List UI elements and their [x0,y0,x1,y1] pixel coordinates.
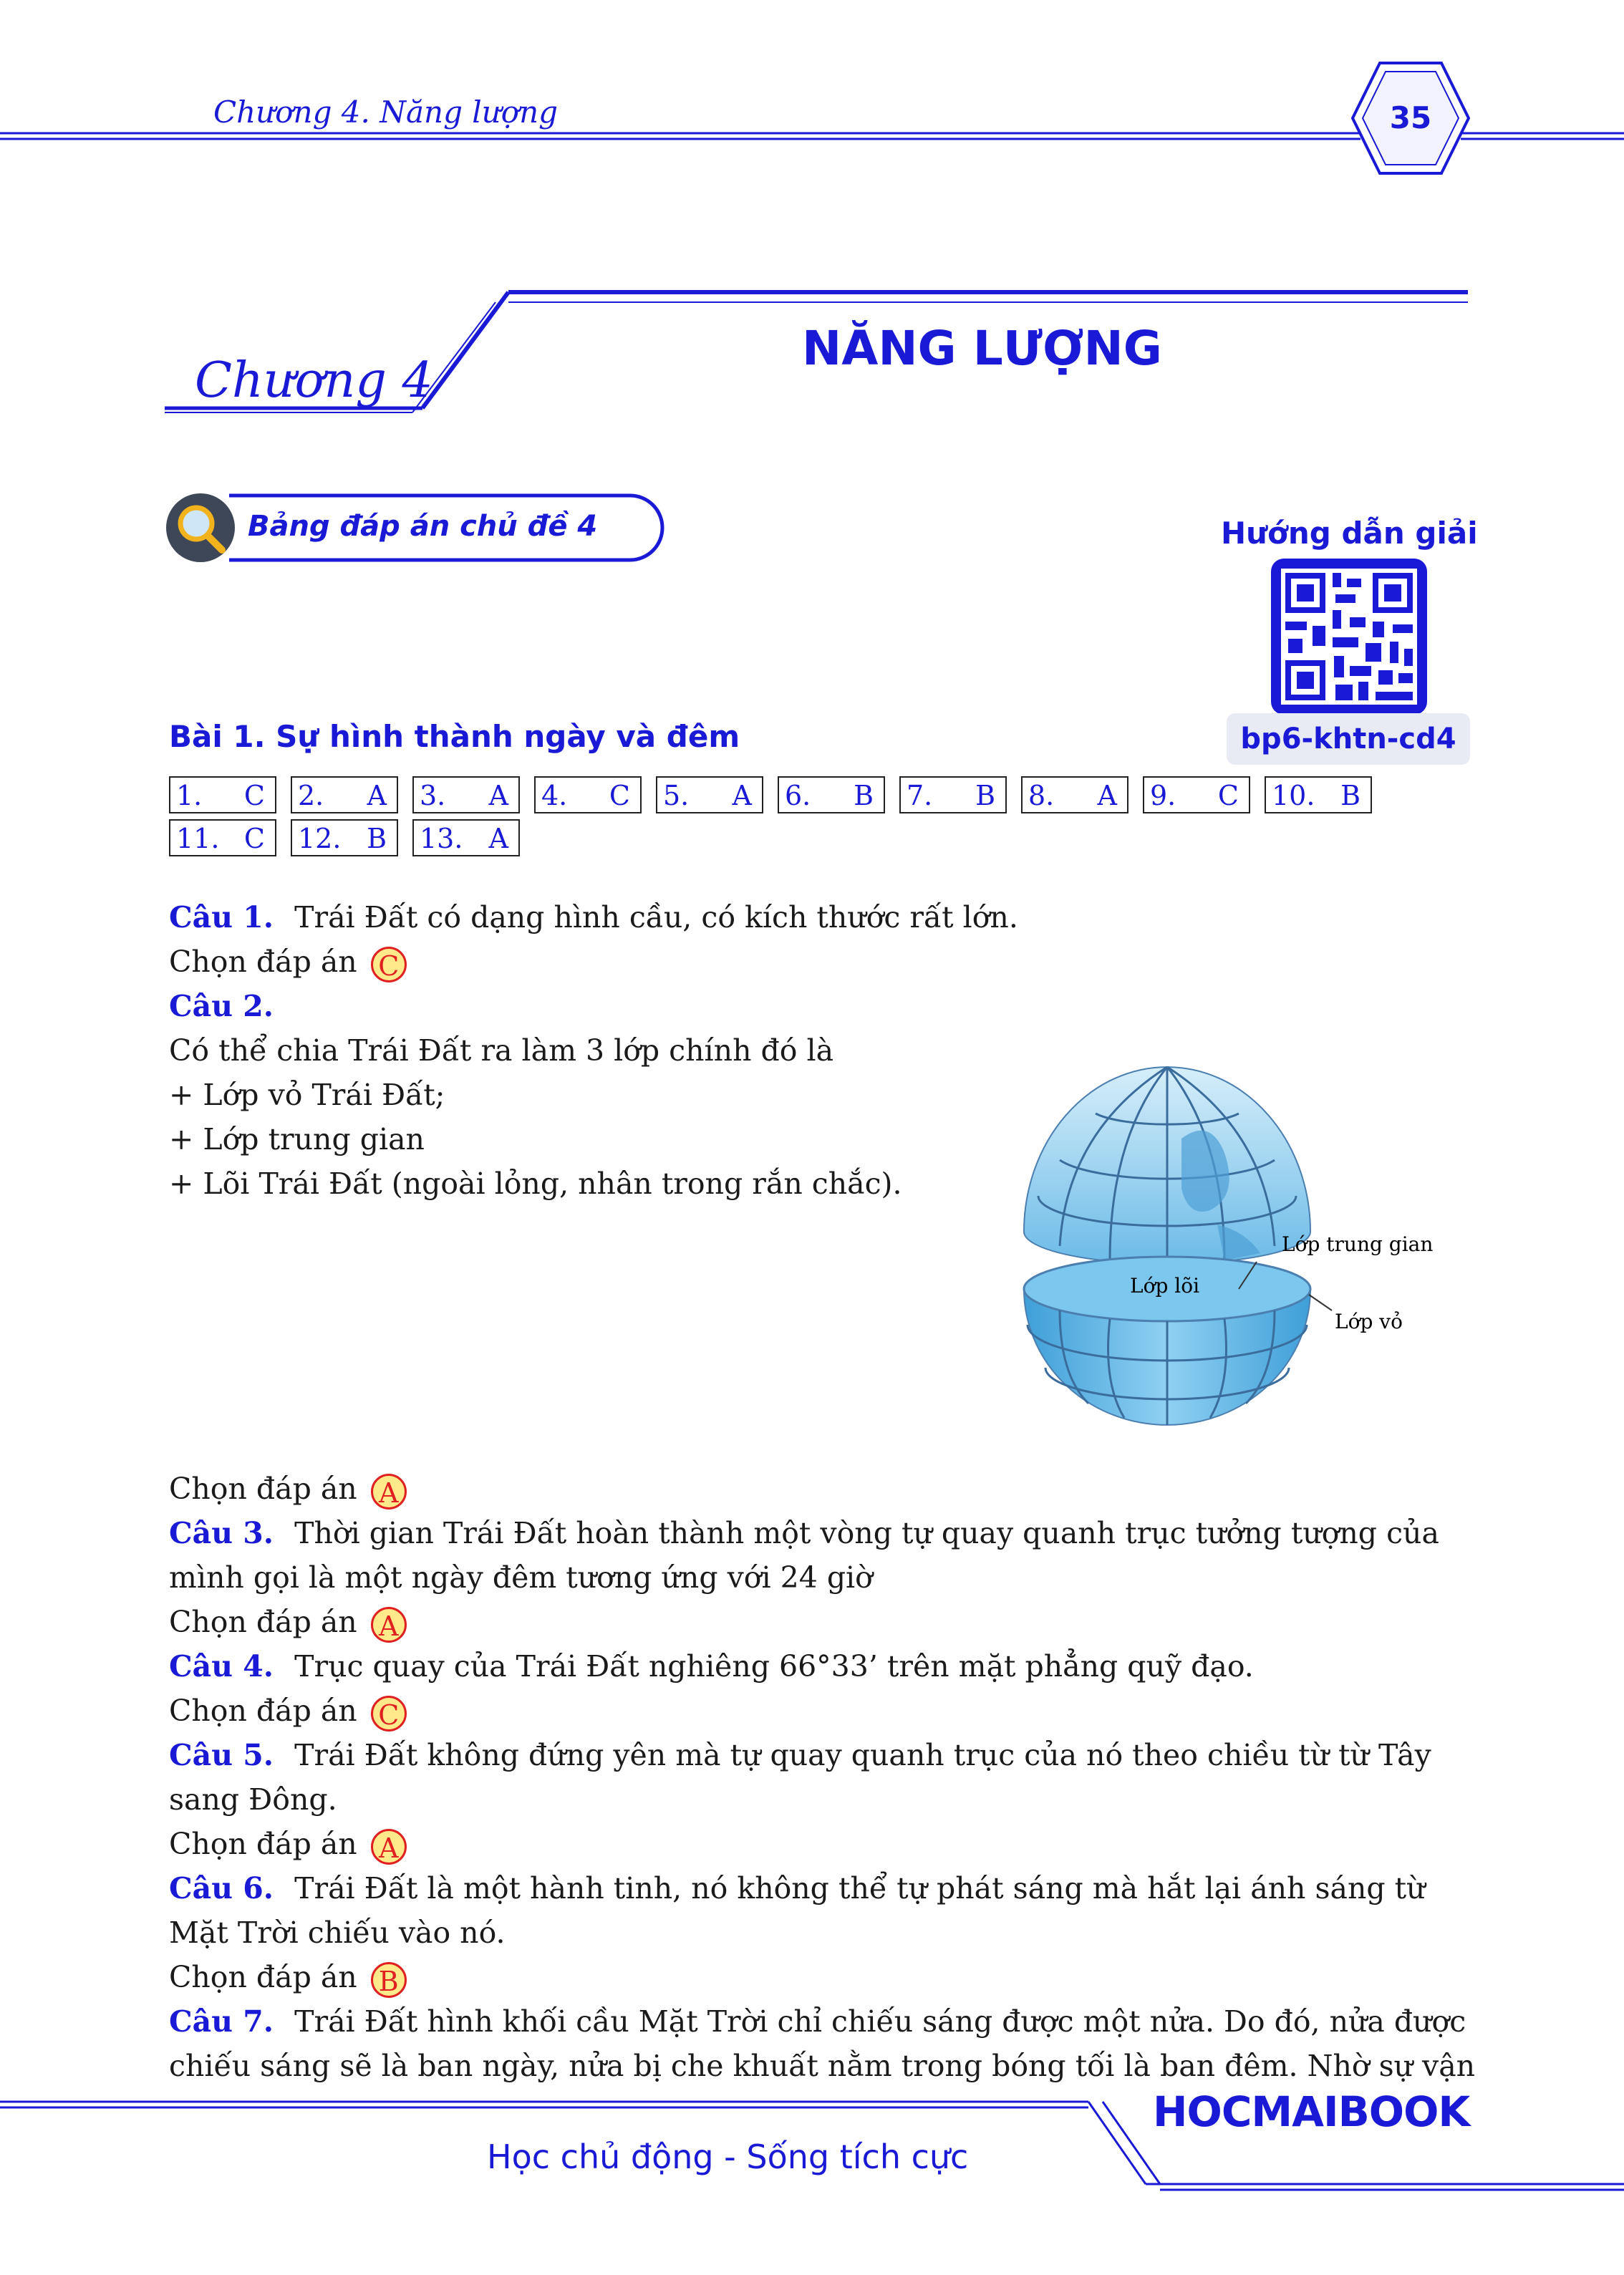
answer-letter: B [367,823,387,854]
question-line: Có thể chia Trái Đất ra làm 3 lớp chính đó là [169,1033,834,1068]
question-text: Trái Đất hình khối cầu Mặt Trời chỉ chiếu sáng được một nửa. Do đó, nửa được [294,2004,1466,2039]
answer-number: 8. [1028,780,1055,811]
question-line: + Lớp vỏ Trái Đất; [169,1078,445,1112]
answer-cell [1265,776,1372,813]
answer-cell [291,819,398,856]
running-header: Chương 4. Năng lượng [213,95,559,130]
page-number: 35 [1389,100,1432,135]
answer-number: 10. [1272,780,1315,811]
upper-hemisphere [1024,1067,1310,1264]
answer-number: 2. [298,780,324,811]
answer-number: 4. [541,780,568,811]
chapter-label: Chương 4 [195,352,433,409]
answer-cell [778,776,885,813]
answer-number: 5. [663,780,690,811]
question-3 [169,1511,1444,1644]
question-4 [169,1644,1254,1733]
question-label: Câu 6. [169,1871,274,1906]
guide-code: bp6-khtn-cd4 [1227,713,1470,765]
answer-letter: B [1340,780,1360,811]
answer-cell [412,776,520,813]
answer-letter: C [243,780,265,811]
answer-number: 7. [907,780,933,811]
answer-number: 9. [1150,780,1176,811]
answer-circle: A [371,1474,407,1510]
answer-letter: C [1217,780,1239,811]
question-text: Trái Đất không đứng yên mà tự quay quanh trục của nó theo chiều từ từ Tây [294,1738,1431,1772]
answer-number: 13. [420,823,463,854]
answer-cell [169,819,276,856]
earth-layers-figure [1002,1053,1468,1439]
answer-letter: A [732,780,752,811]
mantle-label: Lớp trung gian [1282,1232,1434,1256]
answer-letter: A [488,780,508,811]
choose-label: Chọn đáp án [169,1694,357,1728]
choose-label: Chọn đáp án [169,1605,357,1639]
lesson-title: Bài 1. Sự hình thành ngày và đêm [169,719,740,754]
question-label: Câu 2. [169,989,274,1023]
choose-label: Chọn đáp án [169,1472,357,1506]
guide-label: Hướng dẫn giải [1221,516,1478,551]
answer-cell [169,776,276,813]
question-text: Thời gian Trái Đất hoàn thành một vòng tự quay quanh trục tưởng tượng của [294,1516,1439,1550]
core-label: Lớp lõi [1130,1274,1200,1298]
answer-cell [291,776,398,813]
choose-answer-1 [169,940,407,984]
answer-cell [412,819,520,856]
answer-letter: C [609,780,630,811]
answer-cell [1143,776,1250,813]
answer-circle: C [371,1696,407,1731]
question-1 [169,895,1018,940]
question-6 [169,1866,1426,1999]
answer-circle: B [371,1962,407,1998]
page-number-badge [1350,57,1471,179]
question-label: Câu 3. [169,1516,274,1550]
question-text: Trục quay của Trái Đất nghiêng 66°33’ trên mặt phẳng quỹ đạo. [294,1649,1254,1684]
answer-cell [1021,776,1128,813]
answer-letter: B [975,780,995,811]
answer-number: 1. [176,780,203,811]
question-label: Câu 1. [169,900,274,934]
question-line: + Lõi Trái Đất (ngoài lỏng, nhân trong rắn chắc). [169,1167,902,1201]
answer-number: 12. [298,823,342,854]
question-label: Câu 5. [169,1738,274,1772]
question-text: Trái Đất là một hành tinh, nó không thể tự phát sáng mà hắt lại ánh sáng từ [294,1871,1426,1906]
footer-slogan: Học chủ động - Sống tích cực [487,2138,969,2176]
question-text: sang Đông. [169,1782,337,1817]
question-line: + Lớp trung gian [169,1122,425,1156]
answer-letter: A [1097,780,1117,811]
answer-cell [534,776,642,813]
answer-circle: C [371,947,407,982]
answer-circle: A [371,1829,407,1865]
question-text: mình gọi là một ngày đêm tương ứng với 24 giờ [169,1560,873,1595]
question-text: Mặt Trời chiếu vào nó. [169,1916,506,1950]
answer-letter: B [854,780,874,811]
answer-number: 11. [176,823,220,854]
answer-cell [656,776,763,813]
answer-circle: A [371,1607,407,1643]
choose-label: Chọn đáp án [169,945,357,979]
question-label: Câu 4. [169,1649,274,1684]
chapter-title: NĂNG LƯỢNG [802,321,1162,376]
question-text: chiếu sáng sẽ là ban ngày, nửa bị che khuất nằm trong bóng tối là ban đêm. Nhờ sự vận [169,2049,1476,2083]
crust-label: Lớp vỏ [1335,1310,1403,1333]
question-5 [169,1733,1431,1866]
brand-logo: HOCMAIBOOK [1153,2087,1470,2136]
question-label: Câu 7. [169,2004,274,2039]
answer-letter: C [243,823,265,854]
question-2 [169,984,902,1206]
answer-number: 6. [785,780,811,811]
answer-cell [899,776,1007,813]
answer-letter: A [367,780,387,811]
choose-label: Chọn đáp án [169,1960,357,1994]
answer-number: 3. [420,780,446,811]
choose-label: Chọn đáp án [169,1827,357,1861]
qr-code-image[interactable] [1271,559,1427,715]
choose-answer-2 [169,1467,407,1511]
section-pill-label: Bảng đáp án chủ đề 4 [248,510,598,543]
answer-letter: A [488,823,508,854]
question-text: Trái Đất có dạng hình cầu, có kích thước rất lớn. [294,900,1018,934]
question-7 [169,1999,1475,2088]
